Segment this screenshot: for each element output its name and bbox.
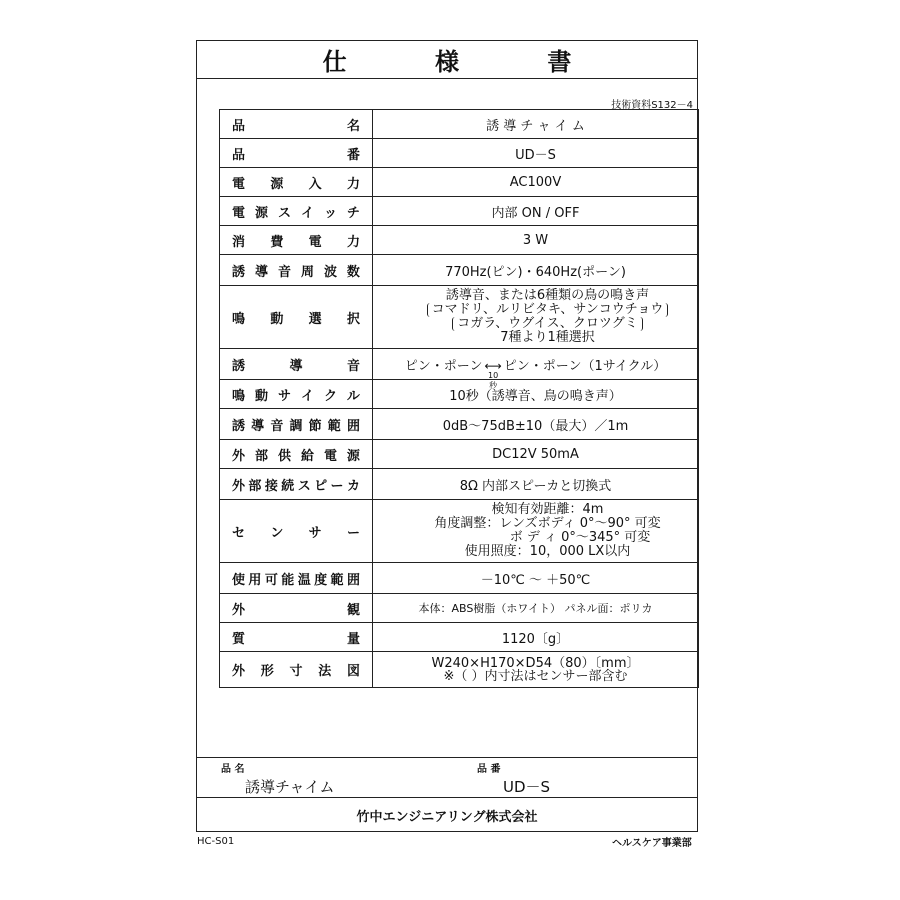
spec-label-cell	[220, 197, 373, 226]
spec-label-char: ス	[277, 205, 291, 221]
spec-value: UD－S	[515, 147, 556, 163]
spec-label-char: イ	[300, 205, 314, 221]
spec-value-line	[397, 303, 698, 317]
spec-value-text: W240×H170×D54（80）〔mm〕	[431, 655, 640, 671]
spec-label	[232, 569, 360, 588]
spec-label-char: 誘	[232, 418, 246, 434]
spec-label-char: 導	[254, 264, 268, 280]
spec-label-char: 質	[232, 631, 246, 647]
cycle-right: ピン・ポーン（1サイクル）	[503, 358, 667, 374]
spec-label-char: 囲	[346, 418, 360, 434]
cycle-interval: 10秒	[488, 370, 499, 390]
spec-label-char: 音	[270, 418, 284, 434]
spec-label-char: 鳴	[232, 311, 246, 327]
spec-label-char: 電	[232, 205, 246, 221]
footer-product-row	[197, 757, 697, 797]
spec-label-char: 外	[232, 448, 246, 464]
spec-value-text: ※（ ）内寸法はセンサー部含む	[443, 668, 628, 684]
spec-value-cell	[373, 286, 699, 349]
spec-label-char: 動	[254, 388, 268, 404]
spec-label-char: 外	[232, 478, 246, 494]
spec-label-char: 能	[281, 572, 295, 588]
spec-label-char: ー	[346, 525, 360, 541]
spec-row	[220, 226, 699, 255]
spec-row	[220, 563, 699, 594]
spec-value-cell	[373, 349, 699, 390]
spec-label-char: ル	[346, 388, 360, 404]
spec-label-char: 択	[346, 311, 360, 327]
spec-label	[232, 115, 360, 134]
spec-label-char: 誘	[232, 358, 246, 374]
spec-value-cell	[373, 500, 699, 563]
footer-number-value: UD－S	[503, 778, 551, 796]
spec-label-char: 力	[346, 176, 360, 192]
spec-row	[220, 469, 699, 500]
spec-label-cell	[220, 440, 373, 469]
spec-label-cell	[220, 110, 373, 139]
spec-value: 本体：ABS樹脂（ホワイト） パネル面：ポリカ	[418, 602, 653, 615]
spec-value-text: 角度調整：レンズボディ 0°～90° 可変	[434, 516, 661, 531]
spec-row	[220, 594, 699, 623]
spec-label-char: 消	[232, 234, 246, 250]
spec-value: 3 W	[522, 232, 549, 248]
spec-label-char: 外	[232, 602, 246, 618]
spec-value-cell	[373, 409, 699, 440]
spec-value-cell	[373, 139, 699, 168]
spec-value: AC100V	[509, 174, 562, 190]
spec-label-char: 選	[308, 311, 322, 327]
spec-label-cell	[220, 168, 373, 197]
spec-value-text: ボ デ ィ 0°～345° 可変	[444, 530, 651, 545]
spec-label-char: チ	[346, 205, 360, 221]
spec-label-cell	[220, 623, 373, 652]
spec-label-char: 入	[308, 176, 322, 192]
spec-value-text: 7種より1種選択	[500, 330, 595, 345]
spec-value-cell	[373, 594, 699, 623]
spec-value-cell	[373, 623, 699, 652]
spec-label-char: ク	[323, 388, 337, 404]
spec-label-char: 用	[248, 572, 262, 588]
spec-value: 誘 導 チ ャ イ ム	[486, 118, 585, 134]
spec-label-char: 誘	[232, 264, 246, 280]
spec-label-char: 導	[251, 418, 265, 434]
spec-label-cell	[220, 594, 373, 623]
spec-label-char: 名	[346, 118, 360, 134]
spec-value-line	[397, 503, 698, 517]
spec-label	[232, 522, 360, 541]
spec-label-char: 部	[254, 448, 268, 464]
spec-value: 8Ω 内部スピーカと切換式	[459, 478, 612, 494]
spec-value: －10℃ ～ ＋50℃	[480, 572, 591, 588]
spec-value: DC12V 50mA	[492, 446, 579, 462]
spec-label-char: 部	[248, 478, 262, 494]
spec-label-char: 導	[289, 358, 303, 374]
spec-value: 内部 ON / OFF	[491, 205, 580, 221]
spec-label-char: 品	[232, 118, 246, 134]
spec-value-cell	[373, 652, 699, 688]
spec-value-line	[397, 517, 698, 531]
spec-label-cell	[220, 652, 373, 688]
spec-value-line	[397, 531, 698, 545]
spec-label-char: ッ	[323, 205, 337, 221]
double-arrow-icon: ⟷	[484, 358, 502, 373]
spec-label-char: 法	[318, 664, 332, 679]
spec-value-cell	[373, 110, 699, 139]
spec-label-char: 音	[346, 358, 360, 374]
spec-label-char: 調	[289, 418, 303, 434]
spec-label-char: 寸	[289, 664, 303, 679]
spec-sheet	[196, 40, 698, 832]
spec-value: 770Hz(ピン)・640Hz(ポーン)	[445, 264, 626, 280]
spec-value-line	[397, 317, 698, 331]
spec-value-text: コガラ、ウグイス、クロツグミ	[452, 317, 642, 331]
spec-label-char: ン	[270, 525, 284, 541]
spec-label-char: ー	[330, 478, 344, 494]
spec-label-char: 囲	[346, 572, 360, 588]
spec-table	[219, 109, 699, 688]
spec-label-char: 範	[327, 418, 341, 434]
spec-label-char: 電	[323, 448, 337, 464]
spec-label-cell	[220, 226, 373, 255]
spec-label-char: セ	[232, 525, 246, 541]
spec-label-char: 節	[308, 418, 322, 434]
spec-label-char: 電	[232, 176, 246, 192]
spec-label-char: 外	[232, 664, 246, 679]
doc-reference: 技術資料S132－4	[611, 100, 693, 111]
spec-label-char: ス	[297, 478, 311, 494]
title-box	[197, 41, 697, 79]
spec-label-char: 接	[264, 478, 278, 494]
spec-row	[220, 168, 699, 197]
spec-label	[232, 628, 360, 647]
spec-label	[232, 173, 360, 192]
spec-label	[232, 202, 360, 221]
spec-label-char: 図	[346, 664, 360, 679]
spec-label	[232, 355, 360, 374]
spec-label-char: 数	[346, 264, 360, 280]
cycle-left: ピン・ポーン	[404, 358, 483, 374]
spec-label-cell	[220, 469, 373, 500]
spec-value-line	[373, 670, 698, 683]
spec-label-char: 波	[323, 264, 337, 280]
footer-number-label: 品 番	[477, 764, 501, 775]
spec-label-cell	[220, 380, 373, 409]
spec-label-char: 周	[300, 264, 314, 280]
spec-label	[232, 144, 360, 163]
spec-value-cell	[373, 440, 699, 469]
spec-label-cell	[220, 563, 373, 594]
spec-value: 1120〔g〕	[501, 631, 570, 647]
cycle-value	[404, 355, 667, 390]
spec-value-cell	[373, 469, 699, 500]
spec-value-text: コマドリ、ルリビタキ、サンコウチョウ	[427, 303, 669, 317]
spec-row	[220, 409, 699, 440]
spec-label-char: 力	[346, 234, 360, 250]
spec-value-text: 使用照度：10，000 LX以内	[464, 544, 631, 559]
spec-row	[220, 349, 699, 380]
department-name: ヘルスケア事業部	[612, 838, 692, 849]
spec-label-char: ピ	[314, 478, 328, 494]
spec-label-char: 鳴	[232, 388, 246, 404]
spec-label-char: 使	[232, 572, 246, 588]
spec-label-cell	[220, 500, 373, 563]
spec-label-cell	[220, 139, 373, 168]
spec-label-char: 費	[270, 234, 284, 250]
spec-label-char: 可	[264, 572, 278, 588]
footer-name-label: 品 名	[221, 764, 245, 775]
spec-label-char: イ	[300, 388, 314, 404]
spec-label	[232, 231, 360, 250]
spec-label-char: サ	[308, 525, 322, 541]
spec-value-cell	[373, 255, 699, 286]
spec-label-char: カ	[346, 478, 360, 494]
company-name: 竹中エンジニアリング株式会社	[356, 810, 538, 825]
spec-label-cell	[220, 286, 373, 349]
spec-label-char: 度	[314, 572, 328, 588]
spec-label-char: 範	[330, 572, 344, 588]
spec-label	[232, 385, 360, 404]
spec-label-char: サ	[277, 388, 291, 404]
spec-row	[220, 440, 699, 469]
spec-value-cell	[373, 168, 699, 197]
spec-label-char: 形	[260, 664, 274, 679]
spec-value-text: 誘導音、または6種類の鳥の鳴き声	[445, 288, 650, 303]
spec-row	[220, 110, 699, 139]
footer-name-value: 誘導チャイム	[245, 778, 335, 796]
spec-label	[232, 415, 360, 434]
spec-label-char: 観	[346, 602, 360, 618]
spec-value-cell	[373, 226, 699, 255]
spec-label	[232, 261, 360, 280]
spec-label-char: 源	[346, 448, 360, 464]
spec-row	[220, 197, 699, 226]
spec-value-line	[397, 289, 698, 303]
spec-value-cell	[373, 563, 699, 594]
spec-label-char: 給	[300, 448, 314, 464]
spec-label	[232, 445, 360, 464]
spec-value-line	[397, 545, 698, 559]
spec-row	[220, 623, 699, 652]
spec-label	[232, 308, 360, 327]
spec-row	[220, 255, 699, 286]
spec-value-cell	[373, 197, 699, 226]
page-title: 仕 様 書	[322, 48, 612, 76]
spec-label-char: 番	[346, 147, 360, 163]
spec-row	[220, 380, 699, 409]
spec-label-cell	[220, 409, 373, 440]
spec-value-text: 検知有効距離：4m	[491, 502, 604, 517]
spec-label-char: 動	[270, 311, 284, 327]
cycle-arrow-wrap	[483, 358, 504, 390]
spec-value-line	[397, 331, 698, 345]
spec-label	[232, 599, 360, 618]
spec-label-char: 音	[277, 264, 291, 280]
spec-label-char: 源	[254, 205, 268, 221]
footer-company-row	[197, 797, 697, 833]
form-code: HC-S01	[197, 836, 235, 847]
spec-label-cell	[220, 349, 373, 380]
spec-label-char: 温	[297, 572, 311, 588]
spec-label-char: 源	[270, 176, 284, 192]
spec-row	[220, 500, 699, 563]
spec-label-char: 電	[308, 234, 322, 250]
spec-label-char: 品	[232, 147, 246, 163]
spec-label-char: 続	[281, 478, 295, 494]
spec-row	[220, 652, 699, 688]
spec-label-char: 量	[346, 631, 360, 647]
spec-label	[232, 475, 360, 494]
spec-row	[220, 286, 699, 349]
spec-row	[220, 139, 699, 168]
spec-label-char: 供	[277, 448, 291, 464]
spec-label	[232, 660, 360, 679]
spec-value: 10秒（誘導音、鳥の鳴き声）	[449, 388, 622, 404]
spec-value-cell	[373, 380, 699, 409]
spec-value: 0dB～75dB±10（最大）／1m	[442, 418, 629, 434]
spec-label-cell	[220, 255, 373, 286]
